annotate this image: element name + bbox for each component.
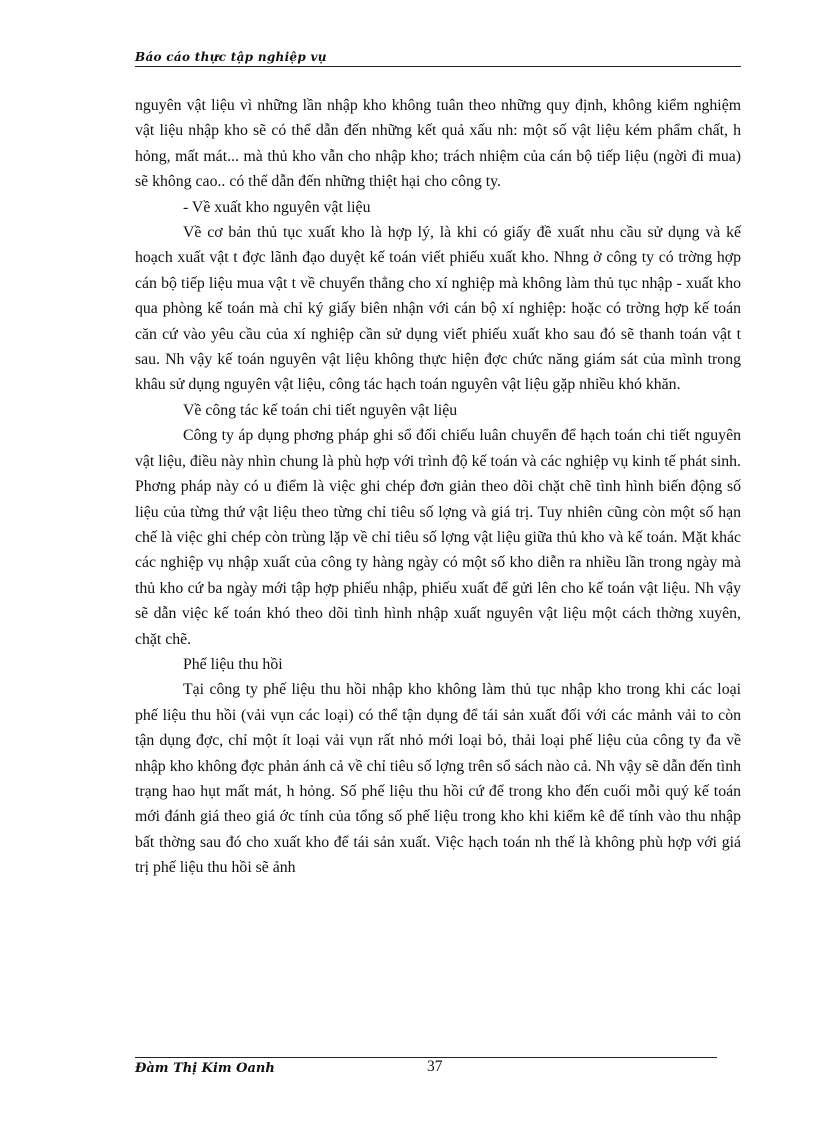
footer-author: Đàm Thị Kim Oanh bbox=[135, 1061, 275, 1076]
section-heading-xuat-kho: - Về xuất kho nguyên vật liệu bbox=[183, 198, 371, 216]
page-header bbox=[135, 48, 741, 67]
header-title: Báo cáo thực tập nghiệp vụ bbox=[135, 50, 327, 64]
paragraph-ke-toan-chi-tiet: Công ty áp dụng phơng pháp ghi sổ đối chiếu luân chuyển để hạch toán chi tiết nguyên vật liệu, điều này nhìn chung là phù hợp với trình độ kế toán và các nghiệp vụ kinh tế phát sinh. Phơng pháp này có u điểm là việc ghi chép đơn giản theo dõi chặt chẽ tình hình biến động số liệu của từng thứ vật liệu theo từng chỉ tiêu số lợng và giá trị. Tuy nhiên cũng còn một số hạn chế là việc ghi chép còn trùng lặp về chỉ tiêu số lợng vật liệu giữa thủ kho và kế toán. Mặt khác các nghiệp vụ nhập xuất của công ty hàng ngày có một số kho diễn ra nhiều lần trong ngày mà thủ kho cứ ba ngày mới tập hợp phiếu nhập, phiếu xuất để gửi lên cho kế toán vật liệu. Nh vậy sẽ dẫn việc kế toán khó theo dõi tình hình nhập xuất nguyên vật liệu một cách thờng xuyên, chặt chẽ. bbox=[135, 427, 741, 648]
footer-divider bbox=[135, 1057, 717, 1058]
section-heading-phe-lieu: Phế liệu thu hồi bbox=[183, 655, 283, 673]
page-number: 37 bbox=[427, 1058, 443, 1075]
paragraph-xuat-kho: Về cơ bản thủ tục xuất kho là hợp lý, là khi có giấy đề xuất nhu cầu sử dụng và kế hoạch xuất vật t đợc lãnh đạo duyệt kế toán viết phiếu xuất kho. Nhng ở công ty có trờng hợp cán bộ tiếp liệu mua vật t về chuyển thẳng cho xí nghiệp mà không làm thủ tục nhập - xuất kho qua phòng kế toán mà chỉ ký giấy biên nhận với cán bộ xí nghiệp: hoặc có trờng hợp kế toán căn cứ vào yêu cầu của xí nghiệp cần sử dụng viết phiếu xuất kho sau đó sẽ thanh toán vật t sau. Nh vậy kế toán nguyên vật liệu không thực hiện đợc chức năng giám sát của mình trong khâu sử dụng nguyên vật liệu, công tác hạch toán nguyên vật liệu gặp nhiều khó khăn. bbox=[135, 224, 741, 394]
paragraph-continuation: nguyên vật liệu vì những lần nhập kho không tuân theo những quy định, không kiểm nghiệm vật liệu nhập kho sẽ có thể dẫn đến những kết quả xấu nh: một số vật liệu kém phẩm chất, h hỏng, mất mát... mà thủ kho vẫn cho nhập kho; trách nhiệm của cán bộ tiếp liệu (ngời đi mua) sẽ không cao.. có thể dẫn đến những thiệt hại cho công ty. bbox=[135, 97, 741, 191]
document-body bbox=[135, 93, 741, 881]
paragraph-phe-lieu: Tại công ty phế liệu thu hồi nhập kho không làm thủ tục nhập kho trong khi các loại phế liệu thu hồi (vải vụn các loại) có thể tận dụng để tái sản xuất đối với các mảnh vải to còn tận dụng đợc, chỉ một ít loại vải vụn rất nhỏ mới loại bỏ, thải loại phế liệu của công ty đa về nhập kho không đợc phản ánh cả về chỉ tiêu số lợng trên sổ sách nào cả. Nh vậy sẽ dẫn đến tình trạng hao hụt mất mát, h hỏng. Số phế liệu thu hồi cứ để trong kho đến cuối mỗi quý kế toán mới đánh giá theo giá ớc tính của tổng số phế liệu trong kho khi kiểm kê để tính vào thu nhập bất thờng sau đó cho xuất kho để tái sản xuất. Việc hạch toán nh thế là không phù hợp với giá trị phế liệu thu hồi sẽ ảnh bbox=[135, 681, 741, 877]
section-heading-ke-toan-chi-tiet: Về công tác kế toán chi tiết nguyên vật liệu bbox=[183, 401, 458, 419]
